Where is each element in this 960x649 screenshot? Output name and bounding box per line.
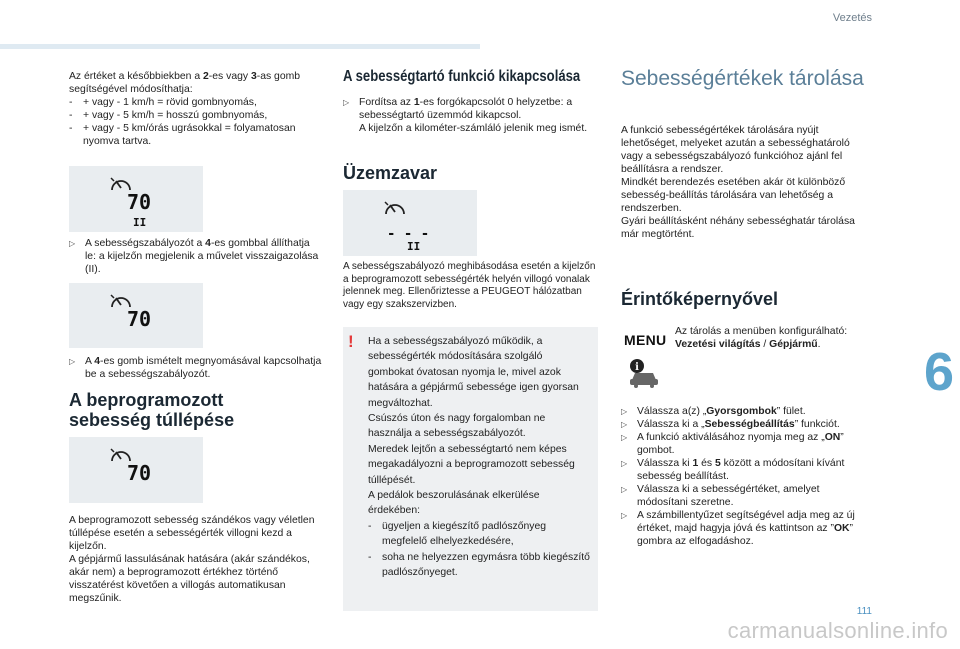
disable-step: ▷ Fordítsa az 1-es forgókapcsolót 0 helyzetbe: a sebességtartó üzemmód kikapcsol. A kijelzőn a kilométer-számláló jelenik meg ismét. (343, 97, 588, 134)
list-item: ▷ Válassza ki a sebességértéket, amelyet módosítani szeretne. (621, 484, 820, 508)
restart-cruise-step: ▷ A 4-es gomb ismételt megnyomásával kapcsolhatja be a sebességszabályozót. (69, 356, 322, 380)
list-item: - + vagy - 5 km/órás ugrásokkal = folyamatosan nyomva tartva. (69, 123, 296, 147)
list-item: ▷ Válassza ki 1 és 5 között a módosítani kívánt sebesség beállítást. (621, 458, 845, 482)
page-number: 111 (856, 606, 872, 617)
disable-heading: A sebességtartó funkció kikapcsolása (343, 68, 581, 85)
speed-value: 70 (127, 307, 152, 331)
warning-icon: ! (348, 332, 354, 351)
display-panel-paused (69, 166, 203, 232)
list-item: ▷ Válassza a(z) „Gyorsgombok” fület. (621, 406, 806, 417)
cruise-adjust-intro: Az értéket a későbbiekben a 2-es vagy 3-as gomb segítségével módosíthatja: - + vagy - 1 km/h = rövid gombnyomás, - + vagy - 5 km/h = hosszú gombnyomás, - + vagy - 5 km/órás ugrásokkal = folyamatosan nyomva tartva. (69, 70, 309, 148)
pause-mark: II (407, 240, 421, 253)
menu-path-text: Az tárolás a menüben konfigurálható: Vezetési világítás / Gépjármű. (675, 326, 848, 350)
speed-value: 70 (127, 190, 152, 214)
overspeed-heading: A beprogramozott sebesség túllépése (69, 390, 235, 430)
fault-dashes: - - - (387, 226, 430, 242)
display-panel-overspeed (69, 437, 203, 503)
menu-icon: MENU (624, 332, 667, 348)
list-item: - ügyeljen a kiegészítő padlószőnyeg megfelelő elhelyezkedésére, (368, 520, 547, 548)
header-accent-bar (0, 44, 480, 49)
list-item: - soha ne helyezzen egymásra több kiegészítő padlószőnyeget. (368, 551, 590, 579)
section-header: Vezetés (832, 12, 872, 24)
car-info-icon (626, 358, 662, 388)
touchscreen-steps (621, 405, 871, 548)
pause-mark: II (133, 216, 147, 229)
storage-heading: Sebességértékek tárolása (621, 67, 864, 90)
watermark: carmanualsonline.info (727, 618, 948, 643)
display-panel-active (69, 283, 203, 348)
speed-value: 70 (127, 461, 152, 485)
touchscreen-heading: Érintőképernyővel (621, 289, 779, 309)
stop-cruise-step: ▷ A sebességszabályozót a 4-es gombbal állíthatja le: a kijelzőn megjelenik a művelet visszaigazolása (II). (69, 238, 319, 275)
overspeed-text: A beprogramozott sebesség szándékos vagy véletlen túllépése esetén a sebességérték villogni kezd a kijelzőn. A gépjármű lassulásának hatására (akár szándékos, akár nem) a beprogramozott értékhez történő visszatérést követően a villogás automatikusan megszűnik. (69, 515, 315, 604)
list-item: - + vagy - 1 km/h = rövid gombnyomás, (69, 97, 257, 108)
warning-text: Ha a sebességszabályozó működik, a sebességérték módosítására szolgáló gombokat óvatosan nyomja le, mivel azok hatására a gépjármű sebessége igen gyorsan megváltozhat. Csúszós úton és nagy forgalomban ne használja a sebességszabályozót. Meredek lejtőn a sebességtartó nem képes megakadályozni a beprogramozott sebesség túllépését. A pedálok beszorulásának elkerülése érdekében: - ügyeljen a kiegészítő padlószőnyeg megfelelő elhelyezkedésére, - soha ne helyezzen egymásra több kiegészítő padlószőnyeget. (368, 334, 590, 581)
list-item: ▷ A számbillentyűzet segítségével adja meg az új értéket, majd hagyja jóvá és kattintson az ”OK” gombra az elfogadáshoz. (621, 510, 855, 547)
svg-text:i: i (635, 362, 639, 373)
warning-notice (343, 327, 598, 611)
storage-intro: A funkció sebességértékek tárolására nyújt lehetőséget, melyeket azután a sebességhatároló vagy a sebességszabályozó funkcióhoz ajánl fel beállításra a rendszer. Mindkét berendezés esetében akár öt különböző sebesség-beállítás tárolására van lehetőség a rendszerben. Gyári beállításként néhány sebességhatár tárolása már megtörtént. (621, 125, 855, 240)
fault-heading: Üzemzavar (343, 163, 438, 183)
list-item: ▷ Válassza ki a „Sebességbeállítás” funkciót. (621, 419, 840, 430)
display-panel-fault (343, 190, 477, 256)
list-item: - + vagy - 5 km/h = hosszú gombnyomás, (69, 110, 268, 121)
speedometer-icon (383, 198, 407, 218)
list-item: ▷ A funkció aktiválásához nyomja meg az „ON” gombot. (621, 432, 844, 456)
fault-text: A sebességszabályozó meghibásodása esetén a kijelzőn a beprogramozott sebességérték helyén villogó vonalak jelennek meg. Ellenőriztesse a PEUGEOT hálózatban vagy egy szakszervizben. (343, 261, 596, 310)
chapter-tab: 6 (914, 339, 960, 412)
